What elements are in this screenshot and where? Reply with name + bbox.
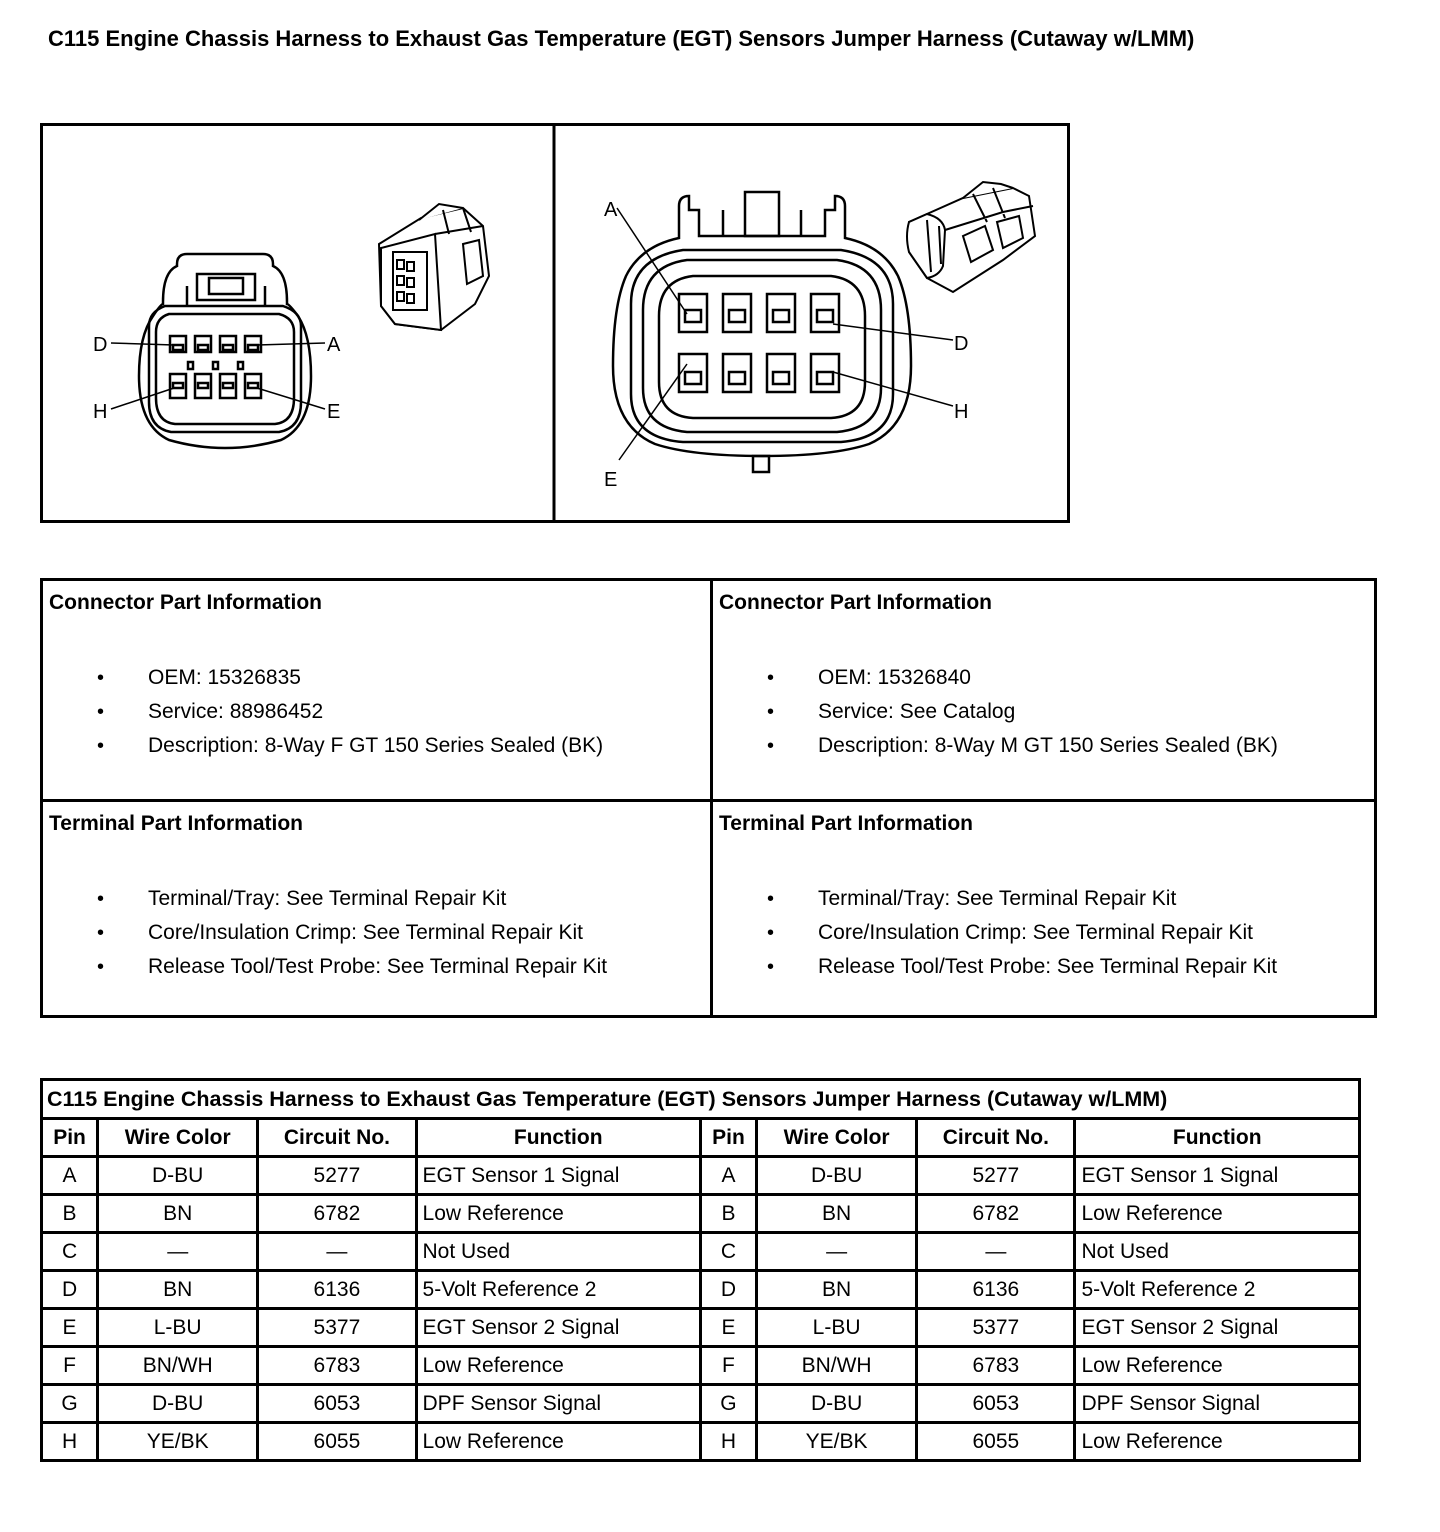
table-cell: D-BU	[98, 1385, 258, 1423]
table-cell: EGT Sensor 1 Signal	[1075, 1157, 1360, 1195]
table-cell: D	[700, 1271, 756, 1309]
table-cell: A	[42, 1157, 98, 1195]
table-cell: D	[42, 1271, 98, 1309]
table-cell: BN/WH	[757, 1347, 917, 1385]
female-connector-isometric	[379, 204, 489, 330]
table-cell: A	[700, 1157, 756, 1195]
terminal-heading: Terminal Part Information	[719, 812, 973, 835]
table-cell: BN	[757, 1271, 917, 1309]
list-item: • OEM: 15326840	[713, 661, 1278, 695]
table-cell: —	[258, 1233, 416, 1271]
table-cell: 6782	[258, 1195, 416, 1233]
table-cell: BN	[98, 1195, 258, 1233]
table-cell: BN	[98, 1271, 258, 1309]
pin-label-A-right: A	[604, 199, 618, 221]
table-row	[42, 1157, 1360, 1195]
table-cell: —	[757, 1233, 917, 1271]
list-item: • Terminal/Tray: See Terminal Repair Kit	[43, 882, 607, 916]
column-header: Circuit No.	[258, 1119, 416, 1157]
connector-info-list	[43, 661, 603, 763]
table-cell: B	[700, 1195, 756, 1233]
column-header: Wire Color	[757, 1119, 917, 1157]
table-cell: DPF Sensor Signal	[1075, 1385, 1360, 1423]
column-header: Pin	[42, 1119, 98, 1157]
right-connector-info	[713, 581, 1377, 799]
pin-label-H-left: H	[93, 401, 108, 423]
male-connector-isometric	[907, 182, 1035, 292]
pin-label-E-left: E	[327, 401, 341, 423]
connector-diagram	[40, 123, 1070, 523]
table-cell: Low Reference	[1075, 1195, 1360, 1233]
table-cell: 6053	[917, 1385, 1075, 1423]
list-item: • Service: 88986452	[43, 695, 603, 729]
table-cell: 6055	[917, 1423, 1075, 1461]
column-header: Wire Color	[98, 1119, 258, 1157]
table-cell: 5377	[917, 1309, 1075, 1347]
table-cell: F	[700, 1347, 756, 1385]
table-row	[42, 1195, 1360, 1233]
list-item: • Release Tool/Test Probe: See Terminal Repair Kit	[713, 950, 1277, 984]
table-cell: Low Reference	[416, 1423, 700, 1461]
column-header: Pin	[700, 1119, 756, 1157]
male-leader-lines	[617, 208, 953, 460]
table-cell: C	[700, 1233, 756, 1271]
table-cell: BN	[757, 1195, 917, 1233]
table-cell: Low Reference	[1075, 1347, 1360, 1385]
left-connector-info	[43, 581, 710, 799]
table-cell: 5277	[258, 1157, 416, 1195]
table-cell: EGT Sensor 2 Signal	[416, 1309, 700, 1347]
table-cell: D-BU	[757, 1385, 917, 1423]
right-terminal-info	[713, 802, 1377, 1018]
table-cell: Low Reference	[416, 1347, 700, 1385]
table-cell: E	[42, 1309, 98, 1347]
pin-label-D-right: D	[954, 333, 969, 355]
male-connector-pins	[679, 294, 839, 392]
table-cell: EGT Sensor 1 Signal	[416, 1157, 700, 1195]
pin-label-H-right: H	[954, 401, 969, 423]
table-cell: 5-Volt Reference 2	[416, 1271, 700, 1309]
table-cell: 6783	[917, 1347, 1075, 1385]
table-cell: 6783	[258, 1347, 416, 1385]
column-header: Function	[1075, 1119, 1360, 1157]
table-cell: C	[42, 1233, 98, 1271]
table-cell: —	[917, 1233, 1075, 1271]
terminal-info-list	[43, 882, 607, 984]
table-cell: G	[42, 1385, 98, 1423]
column-header: Function	[416, 1119, 700, 1157]
terminal-heading: Terminal Part Information	[49, 812, 303, 835]
table-row	[42, 1385, 1360, 1423]
table-cell: G	[700, 1385, 756, 1423]
pin-label-A-left: A	[327, 334, 341, 356]
table-row	[42, 1233, 1360, 1271]
table-row	[42, 1271, 1360, 1309]
list-item: • Release Tool/Test Probe: See Terminal Repair Kit	[43, 950, 607, 984]
table-cell: 5-Volt Reference 2	[1075, 1271, 1360, 1309]
table-cell: DPF Sensor Signal	[416, 1385, 700, 1423]
left-terminal-info	[43, 802, 710, 1018]
list-item: • Core/Insulation Crimp: See Terminal Repair Kit	[43, 916, 607, 950]
part-information-grid	[40, 578, 1377, 1018]
table-row	[42, 1309, 1360, 1347]
table-row	[42, 1347, 1360, 1385]
table-caption: C115 Engine Chassis Harness to Exhaust Gas Temperature (EGT) Sensors Jumper Harness (Cutaway w/LMM)	[42, 1080, 1360, 1119]
connector-heading: Connector Part Information	[49, 591, 323, 614]
list-item: • Description: 8-Way F GT 150 Series Sealed (BK)	[43, 729, 603, 763]
connector-heading: Connector Part Information	[719, 591, 993, 614]
table-cell: L-BU	[98, 1309, 258, 1347]
male-connector-face	[613, 192, 911, 472]
table-row	[42, 1423, 1360, 1461]
table-cell: 6136	[258, 1271, 416, 1309]
table-cell: H	[42, 1423, 98, 1461]
list-item: • Core/Insulation Crimp: See Terminal Repair Kit	[713, 916, 1277, 950]
table-cell: D-BU	[98, 1157, 258, 1195]
table-cell: Not Used	[1075, 1233, 1360, 1271]
table-cell: L-BU	[757, 1309, 917, 1347]
table-cell: H	[700, 1423, 756, 1461]
table-cell: Low Reference	[416, 1195, 700, 1233]
table-cell: 6053	[258, 1385, 416, 1423]
table-cell: E	[700, 1309, 756, 1347]
table-cell: —	[98, 1233, 258, 1271]
table-cell: Low Reference	[1075, 1423, 1360, 1461]
table-cell: 5377	[258, 1309, 416, 1347]
table-cell: F	[42, 1347, 98, 1385]
table-cell: Not Used	[416, 1233, 700, 1271]
table-body	[42, 1157, 1360, 1461]
connector-info-list	[713, 661, 1278, 763]
table-cell: B	[42, 1195, 98, 1233]
table-cell: 6782	[917, 1195, 1075, 1233]
table-cell: BN/WH	[98, 1347, 258, 1385]
list-item: • Description: 8-Way M GT 150 Series Sealed (BK)	[713, 729, 1278, 763]
female-connector-pins	[170, 336, 261, 398]
table-cell: 5277	[917, 1157, 1075, 1195]
column-header: Circuit No.	[917, 1119, 1075, 1157]
pin-label-E-right: E	[604, 469, 618, 491]
terminal-info-list	[713, 882, 1277, 984]
pin-label-D-left: D	[93, 334, 108, 356]
list-item: • Service: See Catalog	[713, 695, 1278, 729]
table-cell: D-BU	[757, 1157, 917, 1195]
table-cell: 6055	[258, 1423, 416, 1461]
page-title: C115 Engine Chassis Harness to Exhaust Gas Temperature (EGT) Sensors Jumper Harness (Cutaway w/LMM)	[48, 26, 1195, 51]
connector-drawings	[43, 126, 1067, 520]
table-header-row	[42, 1119, 1360, 1157]
table-cell: YE/BK	[98, 1423, 258, 1461]
table-cell: EGT Sensor 2 Signal	[1075, 1309, 1360, 1347]
list-item: • OEM: 15326835	[43, 661, 603, 695]
table-cell: 6136	[917, 1271, 1075, 1309]
list-item: • Terminal/Tray: See Terminal Repair Kit	[713, 882, 1277, 916]
pinout-table	[40, 1078, 1361, 1462]
table-cell: YE/BK	[757, 1423, 917, 1461]
